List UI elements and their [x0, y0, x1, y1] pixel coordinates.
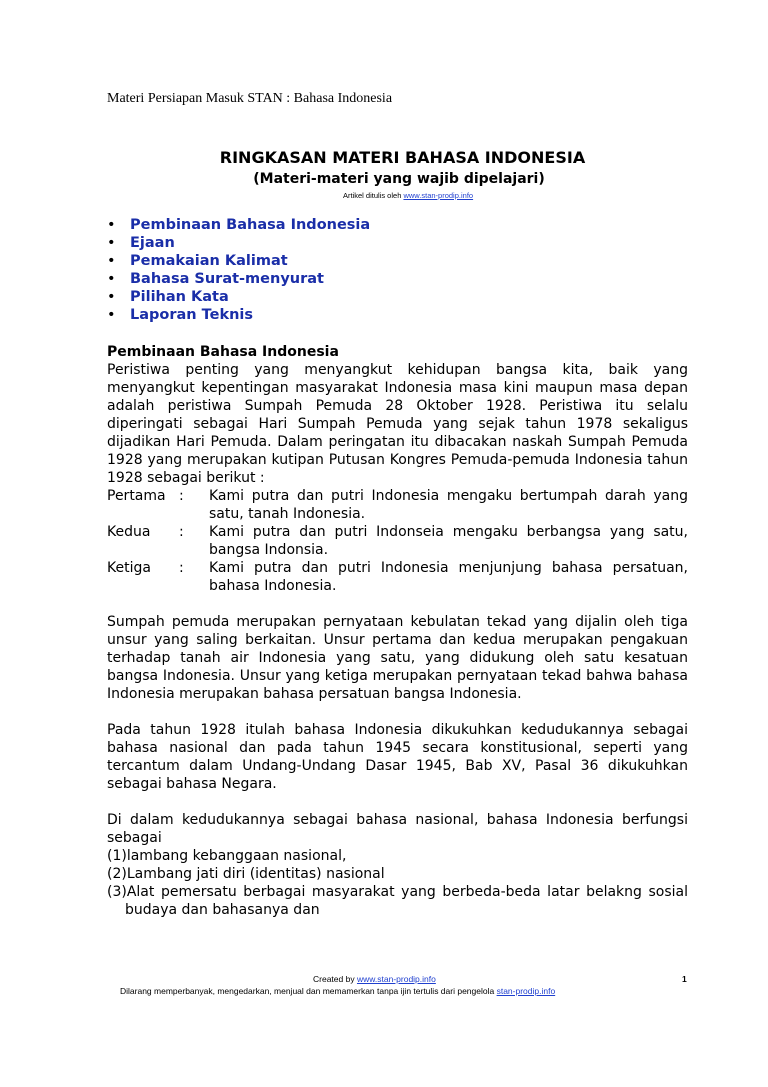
topic-item: • Pemakaian Kalimat — [107, 252, 370, 270]
topic-list — [107, 216, 370, 324]
topic-item: • Bahasa Surat-menyurat — [107, 270, 370, 288]
footer-credit-prefix: Created by — [313, 974, 357, 984]
topic-item: • Ejaan — [107, 234, 370, 252]
oath-label: Ketiga — [107, 560, 151, 576]
topic-item: • Laporan Teknis — [107, 306, 370, 324]
subtitle-text: (Materi-materi yang wajib dipelajari) — [253, 171, 545, 187]
footer-notice-link[interactable]: stan-prodip.info — [496, 986, 556, 996]
topic-item: • Pilihan Kata — [107, 288, 370, 306]
byline-prefix: Artikel ditulis oleh — [343, 191, 404, 200]
function-item: (2)Lambang jati diri (identitas) nasional — [107, 866, 385, 882]
byline — [343, 191, 473, 200]
paragraph: Di dalam kedudukannya sebagai bahasa nasional, bahasa Indonesia berfungsi sebagai — [107, 812, 688, 846]
page-header: Materi Persiapan Masuk STAN : Bahasa Indonesia — [107, 91, 393, 106]
section-heading: Pembinaan Bahasa Indonesia — [107, 344, 339, 360]
function-item: (1)lambang kebanggaan nasional, — [107, 848, 347, 864]
footer-credit — [313, 974, 436, 984]
footer-credit-link[interactable]: www.stan-prodip.info — [356, 974, 436, 984]
intro-paragraph: Peristiwa penting yang menyangkut kehidupan bangsa kita, baik yang menyangkut kepentingan masyarakat Indonesia masa kini maupun masa depan adalah peristiwa Sumpah Pemuda 28 Oktober 1928. Peristiwa itu selalu diperingati sebagai Hari Sumpah Pemuda yang sejak tahun 1978 sekaligus dijadikan Hari Pemuda. Dalam peringatan itu dibacakan naskah Sumpah Pemuda 1928 yang merupakan kutipan Putusan Kongres Pemuda-pemuda Indonesia tahun 1928 sebagai berikut : — [107, 362, 688, 486]
oath-text: Kami putra dan putri Indonesia menjunjung bahasa persatuan, bahasa Indonesia. — [209, 560, 688, 594]
document-subtitle — [0, 171, 768, 187]
footer-notice — [120, 986, 555, 996]
oath-item — [107, 523, 688, 559]
oath-separator: : — [179, 524, 184, 540]
title-text: RINGKASAN MATERI BAHASA INDONESIA — [219, 148, 586, 167]
oath-item — [107, 559, 688, 595]
oath-item — [107, 487, 688, 523]
topic-item: • Pembinaan Bahasa Indonesia — [107, 216, 370, 234]
oath-label: Pertama — [107, 488, 166, 504]
oath-text: Kami putra dan putri Indonseia mengaku berbangsa yang satu, bangsa Indonsia. — [209, 524, 688, 558]
document-title — [0, 148, 768, 167]
footer-notice-text: Dilarang memperbanyak, mengedarkan, menjual dan memamerkan tanpa ijin tertulis dari pengelola — [120, 986, 497, 996]
page-number: 1 — [682, 974, 687, 984]
oath-separator: : — [179, 488, 184, 504]
oath-label: Kedua — [107, 524, 151, 540]
oath-text: Kami putra dan putri Indonesia mengaku bertumpah darah yang satu, tanah Indonesia. — [209, 488, 688, 522]
section-body — [107, 343, 688, 919]
oath-separator: : — [179, 560, 184, 576]
byline-link[interactable]: www.stan-prodip.info — [403, 191, 474, 200]
paragraph: Pada tahun 1928 itulah bahasa Indonesia dikukuhkan kedudukannya sebagai bahasa nasional dan pada tahun 1945 secara konstitusional, seperti yang tercantum dalam Undang-Undang Dasar 1945, Bab XV, Pasal 36 dikukuhkan sebagai bahasa Negara. — [107, 722, 688, 792]
function-item: (3)Alat pemersatu berbagai masyarakat yang berbeda-beda latar belakng sosial budaya dan bahasanya dan — [107, 884, 688, 918]
paragraph: Sumpah pemuda merupakan pernyataan kebulatan tekad yang dijalin oleh tiga unsur yang saling berkaitan. Unsur pertama dan kedua merupakan pengakuan terhadap tanah air Indonesia yang satu, yang didukung oleh satu kesatuan bangsa Indonesia. Unsur yang ketiga merupakan pernyataan tekad bahwa bahasa Indonesia merupakan bahasa persatuan bangsa Indonesia. — [107, 614, 688, 702]
